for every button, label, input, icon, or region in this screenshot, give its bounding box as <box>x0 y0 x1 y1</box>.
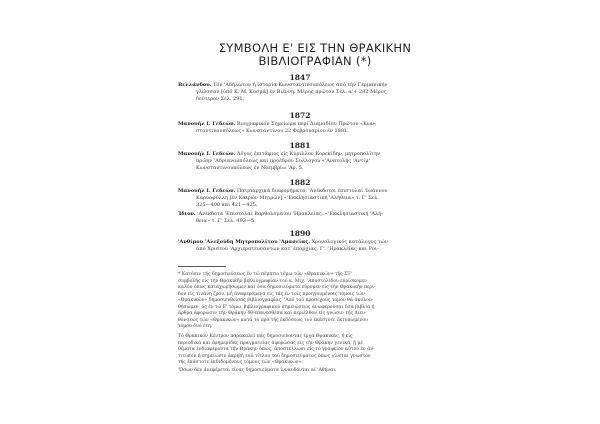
bibliography-entry <box>178 151 468 172</box>
entry-text: 'Ανέκδοτα 'Επιστολαί Βαρθολομαίου 'Ηρακλείας. «'Εκκλησιαστική 'Αλή- <box>197 211 383 217</box>
entry-author: 'Ανθίμου 'Αλεξούδη Μητροπολίτου 'Αμασείας. <box>178 239 310 245</box>
bibliography-entry <box>178 188 468 209</box>
entry-author: Ίδιον. <box>178 211 196 217</box>
entry-text: πρώην 'Αδριανουπόλεως και προέδρου Συλλόγου «'Ανατολής 'Αντίμ' <box>196 158 370 164</box>
footnote-line: καλόν όπως καταχωρήσωμεν και όσα δημοσιεύματα εύρομεν είς τήν Θρακικήν περί- <box>178 285 376 290</box>
footnote-line: δον είς τινάνη ζρόν, μή άναφερόμενα είς τάς έν τοίς προηγουμένοις τόμοις τών <box>178 291 365 297</box>
entry-text: Βιογραφικόν Σημείωμα περί Διαμαδίου Πρώτου «Κων- <box>236 121 376 127</box>
footnote-line: περιοδικά και έφημερίδας πραγματείας άφορώσας είς τήν Θράκην γενικά, ή μέ <box>178 340 363 346</box>
entry-text: γλώσσαν [ύπό Κ. Μ. Κοσμά] έν Βιέννη. Μέρος πρώτον Σελ. α'+ 282 Μέρος <box>196 89 387 95</box>
footnote-line: 'Όσων δέν άνεφέρεται τίνας δημοσιεύματα ίνναυδόνται αί 'Αθήναι. <box>178 368 337 373</box>
footnote-line: θήσωμεν, ός έν τώ Ε' τόμω, βιβλιογραφικού σημειώσεως άνωφερούσαι δσα βιβλία ή <box>178 304 375 310</box>
footnote-block <box>178 368 468 375</box>
footnote-block <box>178 272 468 331</box>
entry-author: Βελλάνδου. <box>178 82 212 88</box>
page-title <box>190 42 440 68</box>
footnote-line: θέματα ένδιαφέροντα τήν Θράκην όπως, άποστέλλωσι είς τό γραφείον αύτού έν άν- <box>178 347 375 352</box>
year-heading: 1872 <box>289 111 311 120</box>
footnote-line: θύνσεως τών «Θρακικών» κατά τό πρό τής έκδόσεως τού έκάστοτε έκτυπωμένου <box>178 317 368 323</box>
entry-text: σταντινουπόλεως» Κωνσταντίνου 22 Φεβρουαρίου έν 1881. <box>196 128 349 134</box>
entry-text: άπό Χριστού 'Αρχιερατευσάντων κατ' έπαρχίας. Γ'. 'Ηρακλείας και Ροι- <box>196 246 379 252</box>
entry-text: Κωνσταντινουπόλεως έν Νοεμβρίω 'Αρ. 5. <box>196 165 304 171</box>
entry-text: Χρονολογικός κατάλογος τών <box>311 239 388 245</box>
footnote-line: συμβολής είς τήν Θρακικήν βιβλιογραφίαν τού κ. Μιχ. 'Αποστολίδου εύρίσκομεν <box>178 278 367 284</box>
entry-author: Μανουήλ Ι. Γεδεών. <box>178 151 236 157</box>
title-line-1: ΣΥΜΒΟΛΗ Ε' ΕΙΣ ΤΗΝ ΘΡΑΚΙΚΗΝ <box>218 41 412 55</box>
entry-text: Λόγος έπιτάφιος είς Κύριλλον Κορεκίδην, μητροπολίτην <box>236 151 381 157</box>
bibliography-entry <box>178 82 468 103</box>
bibliography-entry <box>178 121 468 135</box>
entry-author: Μανουήλ Ι. Γεδεών. <box>178 188 236 194</box>
entry-text: Τόν 'Αδήλωτον ή ίστορία Κωνσταντινουπόλεως από τήν Γερμανικήν <box>213 82 388 88</box>
entry-text: Καρυοφύλλη [έν Καιρών Μητρών] «'Εκκλησιαστική 'Αλήθεια» τ. Γ' Σελ. <box>196 195 380 201</box>
entry-text: Πατριαρχικά διαφορήματα. 'Ανέκδοτοι έπιστολαί 'Ιωάννου <box>236 188 388 194</box>
footnote-divider <box>178 266 226 267</box>
footnote-block <box>178 334 468 367</box>
title-line-2: ΒΙΒΛΙΟΓΡΑΦΙΑΝ (*) <box>258 54 372 68</box>
year-heading: 1882 <box>289 178 311 187</box>
footnote-line: Τό Θρακικόν Κέντρον παρακαλεί πάς δημοσιεύοντας έργα Θρακικάς, ή είς <box>178 334 353 339</box>
entry-text: δεύτερον Σελ. 291. <box>196 96 245 102</box>
bibliography-entry <box>178 239 468 253</box>
footnote-line: τόμου δυο έτη. <box>178 324 213 329</box>
footnote-line: «Θρακικών» δημοσιευθείσας βιβλιογραφίας. 'Από τού προσεχούς τόμου θά άκολου- <box>178 298 374 303</box>
year-heading: 1881 <box>289 141 311 150</box>
entry-author: Μανουήλ Ι. Γεδεών. <box>178 121 236 127</box>
entry-text: 325—400 και 421—425. <box>196 202 258 208</box>
entry-text: θεια» τ. Γ' Σελ. 493—5. <box>196 218 256 224</box>
footnote-line: * Κατόπιν τής δημοσιεύσεως έν τώ πέμπτω τόμω τών «Θρακικών» τής ΣΤ' <box>178 272 352 277</box>
year-heading: 1890 <box>289 229 311 238</box>
footnote-line: τιτύπον ή σημείωσιν άκριβή τού τίτλου τού δημοσιεύματος όπως γίνεται γνωστόν <box>178 353 371 359</box>
footnote-line: άρθρα άφορώσιν τήν Θράκην δθ-έπανεσθέσα καί περιέλθον είς γνώσιν τής Διευ- <box>178 311 367 316</box>
year-heading: 1847 <box>289 73 311 82</box>
bibliography-entry <box>178 211 468 225</box>
footnote-line: τής έκάστοτε έκδιδομένους τόμους τών «Θρακικών». <box>178 360 303 365</box>
